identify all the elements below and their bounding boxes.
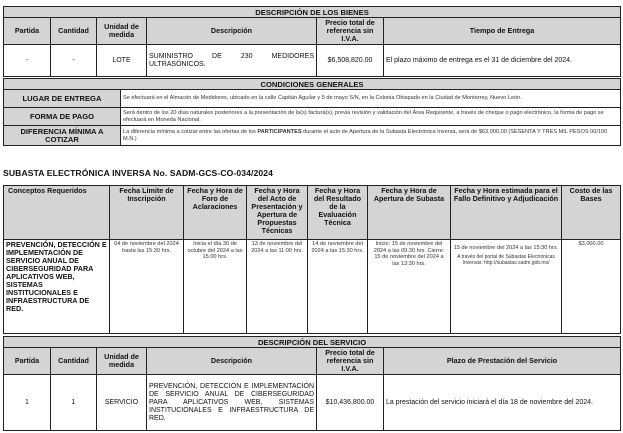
header-precio: Precio total de referencia sin I.V.A.: [317, 348, 384, 375]
header-apertura: Fecha y Hora de Apertura de Subasta: [368, 186, 451, 240]
table-row: [4, 45, 621, 77]
cell-fallo: [451, 240, 562, 334]
table-row: [4, 108, 621, 126]
bienes-section-title: DESCRIPCIÓN DE LOS BIENES: [4, 7, 621, 18]
cell-resultado: 14 de noviembre del 2024 a las 15:30 hrs.: [308, 240, 368, 334]
header-costo: Costo de las Bases: [562, 186, 621, 240]
condiciones-table: [3, 78, 621, 146]
cell-limite: 04 de noviembre del 2024 hasta las 15:30 hrs.: [110, 240, 184, 334]
cell-cantidad: -: [51, 45, 97, 77]
header-plazo: Plazo de Prestación del Servicio: [384, 348, 621, 375]
text-lugar-entrega: Se efectuará en el Almacén de Medidores, ubicado en la calle Capitán Aguilar y 5 de mayo S/N, en la Colonia Obispado en la Ciudad de Monterrey, Nuevo León.: [121, 90, 621, 108]
bienes-table: [3, 6, 621, 77]
subasta-title: SUBASTA ELECTRÓNICA INVERSA No. SADM-GCS-CO-034/2024: [3, 168, 274, 178]
cell-partida: -: [4, 45, 51, 77]
header-unidad: Unidad de medida: [97, 348, 147, 375]
header-precio: Precio total de referencia sin I.V.A.: [317, 18, 384, 45]
cell-cantidad: 1: [51, 375, 97, 431]
cell-foro: Inicia el día 30 de octubre del 2024 a las 15:00 hrs.: [184, 240, 247, 334]
servicio-table: [3, 336, 621, 431]
cell-plazo: La prestación del servicio iniciará el día 18 de noviembre del 2024.: [384, 375, 621, 431]
label-diferencia-minima: DIFERENCIA MÍNIMA A COTIZAR: [4, 126, 121, 146]
cell-acto: 13 de noviembre del 2024 a las 11:00 hrs.: [247, 240, 308, 334]
header-limite: Fecha Límite de Inscripción: [110, 186, 184, 240]
header-resultado: Fecha y Hora del Resultado de la Evaluación Técnica: [308, 186, 368, 240]
table-row: [4, 240, 621, 334]
header-tiempo: Tiempo de Entrega: [384, 18, 621, 45]
cell-unidad: SERVICIO: [97, 375, 147, 431]
header-conceptos: Conceptos Requeridos: [4, 186, 110, 240]
table-row: [4, 126, 621, 146]
label-lugar-entrega: LUGAR DE ENTREGA: [4, 90, 121, 108]
text-diferencia-prefix: La diferencia mínima a cotizar entre las ofertas de los: [123, 128, 258, 135]
header-cantidad: Cantidad: [51, 348, 97, 375]
cell-precio: $10,436,800.00: [317, 375, 384, 431]
header-unidad: Unidad de medida: [97, 18, 147, 45]
condiciones-section-title: CONDICIONES GENERALES: [4, 79, 621, 90]
cell-partida: 1: [4, 375, 51, 431]
cell-conceptos: PREVENCIÓN, DETECCIÓN E IMPLEMENTACIÓN DE SERVICIO ANUAL DE CIBERSEGURIDAD PARA APLICATIVOS WEB, SISTEMAS INSTITUCIONALES E INFRAESTRUCTURA DE RED.: [4, 240, 110, 334]
header-foro: Fecha y Hora de Foro de Aclaraciones: [184, 186, 247, 240]
header-cantidad: Cantidad: [51, 18, 97, 45]
table-row: [4, 90, 621, 108]
subasta-table: [3, 185, 621, 334]
fallo-main: 15 de noviembre del 2024 a las 15:30 hrs.: [453, 245, 559, 251]
cell-tiempo: El plazo máximo de entrega es el 31 de diciembre del 2024.: [384, 45, 621, 77]
header-descripcion: Descripción: [147, 18, 317, 45]
text-diferencia-bold: PARTICIPANTES: [257, 128, 302, 135]
fallo-note: A través del portal de Subastas Electrónicas Inversas: http://subastas.sadm.gob.mx/: [457, 253, 555, 266]
text-forma-pago: Será dentro de los 20 días naturales posteriores a la presentación de la(s) factura(s), previa revisión y validación del Área Requirente, a través de cheque o pago electrónico, la forma de pago se efectuará en Moneda Nacional.: [121, 108, 621, 126]
header-partida: Partida: [4, 348, 51, 375]
cell-descripcion: PREVENCIÓN, DETECCIÓN E IMPLEMENTACIÓN DE SERVICIO ANUAL DE CIBERSEGURIDAD PARA APLICATIVOS WEB, SISTEMAS INSTITUCIONALES E INFRAESTRUCTURA DE RED.: [147, 375, 317, 431]
cell-unidad: LOTE: [97, 45, 147, 77]
text-diferencia-minima: [121, 126, 621, 146]
header-fallo: Fecha y Hora estimada para el Fallo Definitivo y Adjudicación: [451, 186, 562, 240]
header-partida: Partida: [4, 18, 51, 45]
header-descripcion: Descripción: [147, 348, 317, 375]
cell-descripcion: SUMINISTRO DE 230 MEDIDORES ULTRASÓNICOS.: [147, 45, 317, 77]
cell-costo: $3,000.00: [562, 240, 621, 334]
cell-apertura: Inicio: 15 de noviembre del 2024 a las 09:30 hrs. Cierre: 15 de noviembre del 2024 a las 13:30 hrs.: [368, 240, 451, 334]
servicio-section-title: DESCRIPCIÓN DEL SERVICIO: [4, 337, 621, 348]
label-forma-pago: FORMA DE PAGO: [4, 108, 121, 126]
cell-precio: $6,508,820.00: [317, 45, 384, 77]
text-diferencia-suffix: durante el acto de Apertura de la Subasta Electrónica Inversa, será de $63,000.00 (SESENTA Y TRES MIL PESOS 00/100 M.N.): [123, 128, 608, 142]
header-acto: Fecha y Hora del Acto de Presentación y Apertura de Propuestas Técnicas: [247, 186, 308, 240]
table-row: [4, 375, 621, 431]
